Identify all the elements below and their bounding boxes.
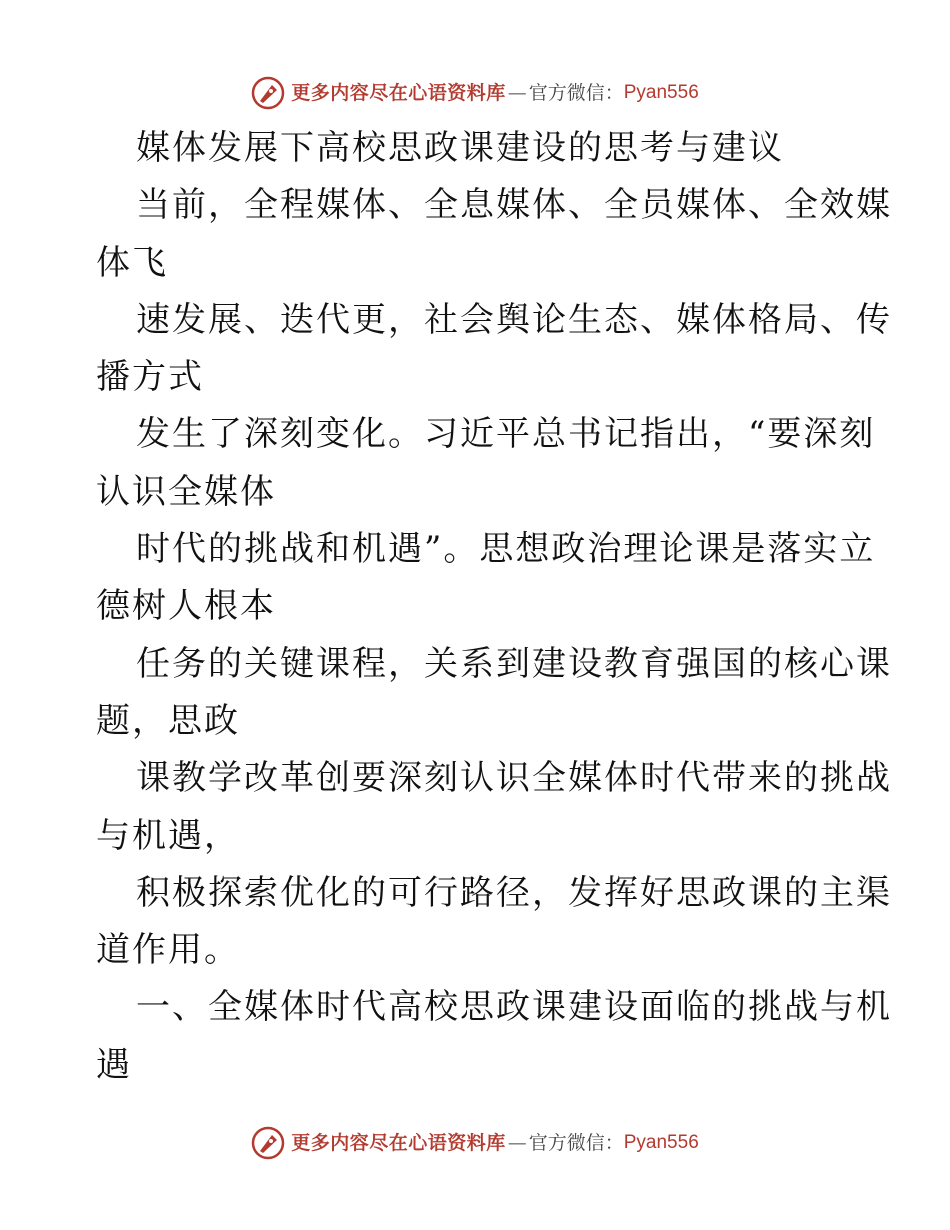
pen-nib-icon	[251, 1126, 285, 1160]
banner-wechat-label: 官方微信：	[528, 1132, 624, 1154]
text-line: 认识全媒体	[96, 471, 276, 512]
text-line: 德树人根本	[96, 586, 276, 627]
text-line: 时代的挑战和机遇”。思想政治理论课是落实立	[136, 529, 876, 570]
text-line: 与机遇，	[96, 815, 240, 856]
text-line: 播方式	[96, 357, 204, 398]
banner-wechat-id: Pyan556	[623, 82, 699, 103]
text-line: 任务的关键课程，关系到建设教育强国的核心课	[136, 643, 892, 684]
document-body	[96, 120, 892, 1094]
banner-separator: —	[507, 82, 527, 104]
header-banner	[0, 76, 950, 110]
text-line: 当前，全程媒体、全息媒体、全员媒体、全效媒	[136, 185, 892, 226]
pen-nib-icon	[251, 76, 285, 110]
banner-wechat-id: Pyan556	[623, 1132, 699, 1153]
text-line: 题，思政	[96, 700, 240, 741]
banner-separator: —	[507, 1132, 527, 1154]
text-line: 速发展、迭代更，社会舆论生态、媒体格局、传	[136, 299, 892, 340]
banner-title: 更多内容尽在心语资料库	[291, 1132, 506, 1154]
text-line: 体飞	[96, 242, 168, 283]
document-title: 媒体发展下高校思政课建设的思考与建议	[136, 128, 784, 168]
banner-wechat-label: 官方微信：	[528, 82, 624, 104]
footer-banner	[0, 1126, 950, 1160]
banner-title: 更多内容尽在心语资料库	[291, 82, 506, 104]
text-line: 课教学改革创要深刻认识全媒体时代带来的挑战	[136, 758, 892, 799]
section-heading: 一、全媒体时代高校思政课建设面临的挑战与机	[136, 987, 892, 1028]
section-heading-continued: 遇	[96, 1044, 132, 1085]
text-line: 积极探索优化的可行路径，发挥好思政课的主渠	[136, 872, 892, 913]
text-line: 道作用。	[96, 930, 240, 971]
text-line: 发生了深刻变化。习近平总书记指出，“要深刻	[136, 414, 876, 455]
